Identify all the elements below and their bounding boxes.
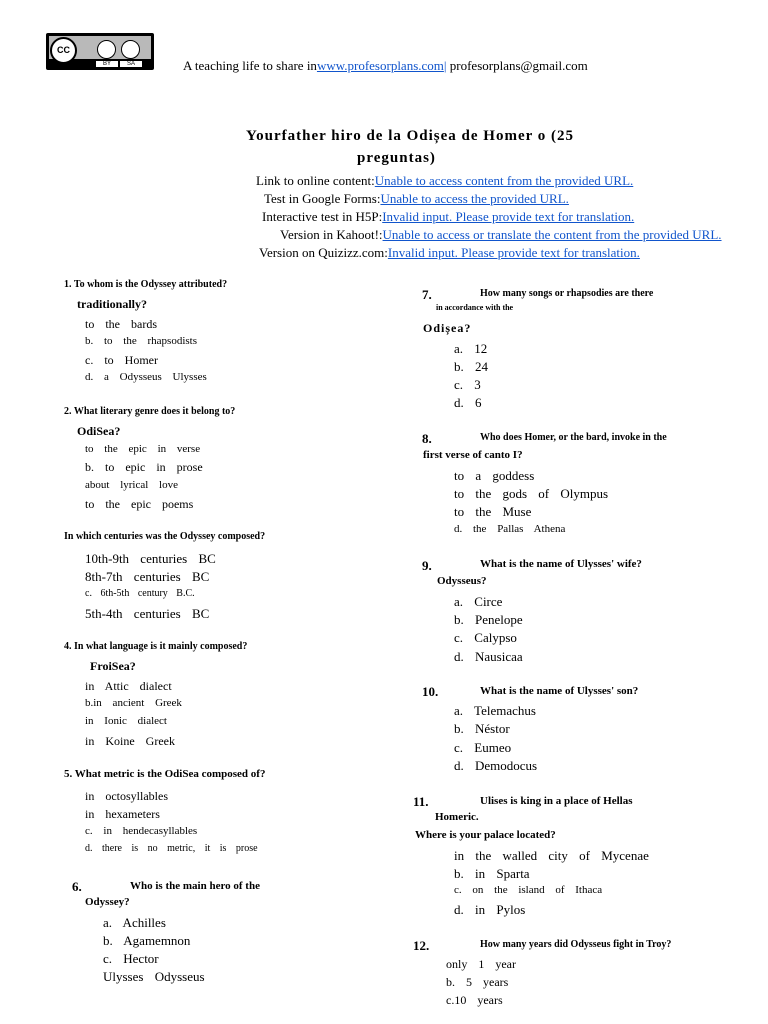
- question-5-stem: 5. What metric is the OdiSea composed of?: [64, 768, 266, 780]
- question-10-stem: What is the name of Ulysses' son?: [480, 685, 639, 697]
- email-text: profesorplans@gmail.com: [446, 58, 588, 73]
- question-7-number: 7.: [422, 287, 432, 302]
- question-9-number: 9.: [422, 558, 432, 573]
- site-link[interactable]: www.profesorplans.com: [316, 58, 444, 73]
- q9-option-c: c. Calypso: [454, 630, 517, 645]
- q1-option-c: c. to Homer: [85, 353, 158, 367]
- q11-option-c: c. on the island of Ithaca: [454, 884, 603, 896]
- q2-option-b: b. to epic in prose: [85, 460, 203, 474]
- q8-option-b: to the gods of Olympus: [454, 486, 609, 501]
- link-label: Interactive test in H5P:: [262, 209, 383, 224]
- question-11-stem-end: Where is your palace located?: [415, 829, 556, 841]
- link-label: Version on Quizizz.com:: [259, 245, 388, 260]
- link-online-content: [256, 173, 633, 189]
- q4-option-c: in Ionic dialect: [85, 715, 167, 727]
- q6-option-c: c. Hector: [103, 951, 159, 966]
- question-9-stem: What is the name of Ulysses' wife?: [480, 558, 642, 570]
- header-intro: A teaching life to share in: [183, 58, 317, 73]
- q2-option-c: about lyrical love: [85, 479, 178, 491]
- q4-option-a: in Attic dialect: [85, 679, 172, 693]
- link-value[interactable]: Invalid input. Please provide text for translation.: [387, 245, 640, 260]
- question-7-stem-end: Odișea?: [423, 321, 472, 335]
- q12-option-c: c.10 years: [446, 993, 503, 1007]
- question-6-number: 6.: [72, 879, 82, 894]
- link-label: Version in Kahoot!:: [280, 227, 383, 242]
- question-7-stem-cont: in accordance with the: [436, 303, 514, 312]
- q7-option-c: c. 3: [454, 377, 481, 392]
- question-4-stem-cont: FroiSea?: [90, 659, 136, 673]
- q4-option-b: b.in ancient Greek: [85, 697, 182, 709]
- cc-license-badge: [46, 33, 154, 70]
- question-3-stem: In which centuries was the Odyssey composed?: [64, 531, 266, 542]
- q12-option-b: b. 5 years: [446, 975, 509, 989]
- question-11-stem: Ulises is king in a place of Hellas: [480, 795, 633, 807]
- link-value[interactable]: Invalid input. Please provide text for translation.: [382, 209, 635, 224]
- cc-labels: [96, 61, 144, 67]
- header-separator: |: [443, 58, 447, 73]
- question-2-stem-cont: OdiSea?: [77, 424, 121, 438]
- q9-option-a: a. Circe: [454, 594, 503, 609]
- link-value[interactable]: Unable to access the provided URL.: [380, 191, 569, 206]
- cc-icon: CC: [50, 37, 77, 64]
- q6-option-d: Ulysses Odysseus: [103, 969, 205, 984]
- link-label: Test in Google Forms:: [264, 191, 381, 206]
- link-label: Link to online content:: [256, 173, 375, 188]
- header-line: [183, 58, 588, 74]
- q2-option-d: to the epic poems: [85, 497, 194, 511]
- q4-option-d: in Koine Greek: [85, 734, 175, 748]
- link-quizizz: [259, 245, 640, 261]
- q10-option-d: d. Demodocus: [454, 758, 538, 773]
- q8-option-d: d. the Pallas Athena: [454, 523, 566, 535]
- question-1-stem: 1. To whom is the Odyssey attributed?: [64, 279, 228, 290]
- question-6-stem: Who is the main hero of the: [130, 880, 260, 892]
- q8-option-c: to the Muse: [454, 504, 532, 519]
- q9-option-d: d. Nausicaa: [454, 649, 523, 664]
- sa-label: SA: [120, 61, 142, 67]
- q10-option-a: a. Telemachus: [454, 703, 536, 718]
- q6-option-a: a. Achilles: [103, 915, 166, 930]
- q1-option-b: b. to the rhapsodists: [85, 335, 197, 347]
- question-2-stem: 2. What literary genre does it belong to?: [64, 406, 236, 417]
- link-h5p: [262, 209, 634, 225]
- link-google-forms: [264, 191, 569, 207]
- q11-option-d: d. in Pylos: [454, 902, 526, 917]
- by-label: BY: [96, 61, 118, 67]
- q6-option-b: b. Agamemnon: [103, 933, 191, 948]
- attribution-icon: [97, 40, 116, 59]
- q11-option-a: in the walled city of Mycenae: [454, 848, 649, 863]
- question-8-number: 8.: [422, 431, 432, 446]
- q3-option-a: 10th-9th centuries BC: [85, 551, 216, 566]
- page-title-line2: preguntas): [357, 150, 436, 166]
- q8-option-a: to a goddess: [454, 468, 535, 483]
- question-11-stem-cont: Homeric.: [435, 811, 479, 823]
- q2-option-a: to the epic in verse: [85, 443, 201, 455]
- question-6-stem-cont: Odyssey?: [85, 896, 130, 908]
- q11-option-b: b. in Sparta: [454, 866, 530, 881]
- q5-option-a: in octosyllables: [85, 789, 168, 803]
- q10-option-b: b. Néstor: [454, 721, 510, 736]
- link-kahoot: [280, 227, 722, 243]
- q7-option-d: d. 6: [454, 395, 482, 410]
- share-alike-icon: [121, 40, 140, 59]
- link-value[interactable]: Unable to access content from the provided URL.: [374, 173, 634, 188]
- q12-option-a: only 1 year: [446, 957, 516, 971]
- question-4-stem: 4. In what language is it mainly composed?: [64, 641, 248, 652]
- question-8-stem-cont: first verse of canto I?: [423, 449, 523, 461]
- q1-option-a: to the bards: [85, 317, 157, 331]
- question-7-stem: How many songs or rhapsodies are there: [480, 288, 654, 299]
- question-10-number: 10.: [422, 684, 439, 699]
- q1-option-d: d. a Odysseus Ulysses: [85, 371, 207, 383]
- q3-option-c: c. 6th-5th century B.C.: [85, 588, 195, 599]
- q10-option-c: c. Eumeo: [454, 740, 512, 755]
- question-12-stem: How many years did Odysseus fight in Troy?: [480, 939, 672, 950]
- q5-option-b: in hexameters: [85, 807, 160, 821]
- question-11-number: 11.: [413, 794, 429, 809]
- question-1-stem-cont: traditionally?: [77, 297, 148, 311]
- q5-option-d: d. there is no metric, it is prose: [85, 843, 258, 854]
- q7-option-a: a. 12: [454, 341, 488, 356]
- question-9-stem-cont: Odysseus?: [437, 575, 487, 587]
- q5-option-c: c. in hendecasyllables: [85, 825, 198, 837]
- q3-option-d: 5th-4th centuries BC: [85, 606, 210, 621]
- question-12-number: 12.: [413, 938, 430, 953]
- q7-option-b: b. 24: [454, 359, 488, 374]
- q9-option-b: b. Penelope: [454, 612, 523, 627]
- question-8-stem: Who does Homer, or the bard, invoke in the: [480, 432, 667, 443]
- q3-option-b: 8th-7th centuries BC: [85, 569, 210, 584]
- link-value[interactable]: Unable to access or translate the content from the provided URL.: [382, 227, 722, 242]
- page-title: Yourfather hiro de la Odișea de Homer o (25: [246, 128, 574, 144]
